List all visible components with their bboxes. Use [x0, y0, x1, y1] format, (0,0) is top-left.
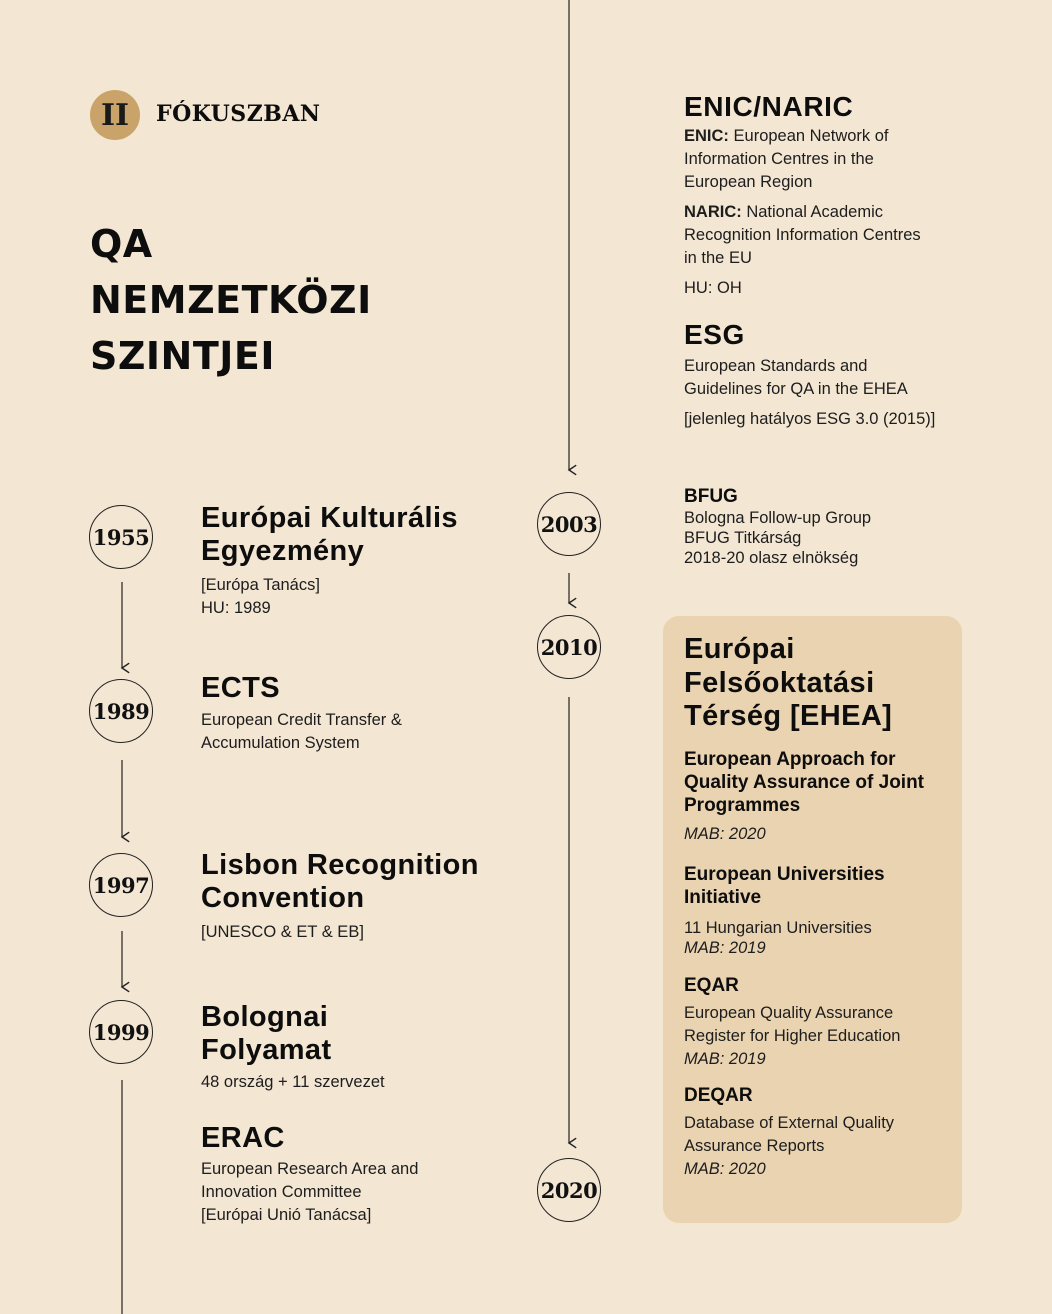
esg-detail: [jelenleg hatályos ESG 3.0 (2015)]	[684, 410, 936, 428]
page-title-line: QA	[90, 222, 153, 266]
year-circle-1997: 1997	[89, 853, 153, 917]
ehea-item-detail: Database of External Quality	[684, 1113, 895, 1132]
event-erac	[201, 1122, 521, 1227]
ehea-item-title: EQAR	[684, 974, 739, 996]
ehea-item-title: European Approach for	[684, 748, 896, 770]
ehea-item-deqar	[684, 1084, 956, 1181]
event-detail: European Research Area and	[201, 1160, 419, 1178]
year-circle-1999: 1999	[89, 1000, 153, 1064]
event-title: Bolognai	[201, 1001, 329, 1033]
event-title: Egyezmény	[201, 535, 365, 567]
event-bologna-process	[201, 1001, 521, 1094]
naric-label: NARIC:	[684, 203, 742, 221]
bfug-detail: BFUG Titkárság	[684, 529, 802, 547]
section-badge	[90, 90, 140, 140]
naric-definition	[684, 201, 984, 270]
year-circle-1955: 1955	[89, 505, 153, 569]
esg-detail: Guidelines for QA in the EHEA	[684, 380, 908, 398]
ehea-item-detail: Assurance Reports	[684, 1136, 825, 1155]
ehea-item-joint-programmes	[684, 748, 956, 846]
bfug-block	[684, 486, 984, 568]
ehea-title: Felsőoktatási	[684, 666, 875, 699]
ehea-item-note: MAB: 2020	[684, 1159, 766, 1178]
ehea-item-note: MAB: 2019	[684, 938, 766, 957]
ehea-item-note: MAB: 2020	[684, 824, 766, 843]
ehea-item-note: MAB: 2019	[684, 1049, 766, 1068]
event-title: ERAC	[201, 1122, 285, 1154]
ehea-item-detail: Register for Higher Education	[684, 1026, 901, 1045]
esg-block	[684, 318, 984, 431]
event-detail: Accumulation System	[201, 734, 360, 752]
ehea-item-detail: European Quality Assurance	[684, 1003, 894, 1022]
ehea-title: Európai	[684, 633, 795, 665]
enic-text: European Region	[684, 173, 813, 191]
ehea-item-title: Programmes	[684, 794, 801, 816]
year-circle-2003: 2003	[537, 492, 601, 556]
year-circle-2020: 2020	[537, 1158, 601, 1222]
enic-label: ENIC:	[684, 127, 729, 145]
event-detail: [Európa Tanács]	[201, 576, 320, 594]
bfug-detail: 2018-20 olasz elnökség	[684, 549, 859, 567]
naric-text: Recognition Information Centres	[684, 226, 921, 244]
enic-naric-title: ENIC/NARIC	[684, 91, 854, 122]
ehea-content	[684, 633, 956, 1181]
ehea-item-eqar	[684, 974, 956, 1071]
event-european-cultural-convention	[201, 502, 521, 620]
enic-naric-block	[684, 90, 984, 300]
badge-numeral: II	[100, 97, 130, 133]
event-title: Folyamat	[201, 1034, 332, 1066]
event-title: ECTS	[201, 672, 280, 704]
year-circle-1989: 1989	[89, 679, 153, 743]
event-lisbon-convention	[201, 849, 521, 944]
enic-definition	[684, 125, 984, 194]
bfug-detail: Bologna Follow-up Group	[684, 509, 872, 527]
event-title: Lisbon Recognition	[201, 849, 479, 881]
page-title-line: NEMZETKÖZI	[90, 278, 372, 322]
ehea-item-title: Initiative	[684, 886, 762, 908]
ehea-item-european-universities	[684, 863, 956, 958]
event-detail: [Európai Unió Tanácsa]	[201, 1206, 372, 1224]
event-detail: 48 ország + 11 szervezet	[201, 1073, 385, 1091]
event-ects	[201, 672, 521, 755]
esg-title: ESG	[684, 319, 745, 350]
esg-detail: European Standards and	[684, 357, 868, 375]
page-title	[90, 216, 372, 384]
naric-text: in the EU	[684, 249, 752, 267]
bfug-title: BFUG	[684, 486, 738, 507]
enic-hu: HU: OH	[684, 279, 742, 297]
page-title-line: SZINTJEI	[90, 334, 276, 378]
ehea-title: Térség [EHEA]	[684, 700, 893, 732]
ehea-item-detail: 11 Hungarian Universities	[684, 918, 872, 937]
enic-text: European Network of	[733, 127, 889, 145]
enic-text: Information Centres in the	[684, 150, 874, 168]
event-detail: European Credit Transfer &	[201, 711, 402, 729]
event-detail: HU: 1989	[201, 599, 271, 617]
ehea-item-title: DEQAR	[684, 1084, 753, 1106]
ehea-item-title: European Universities	[684, 863, 885, 885]
year-circle-2010: 2010	[537, 615, 601, 679]
section-kicker: FÓKUSZBAN	[156, 101, 321, 127]
event-detail: [UNESCO & ET & EB]	[201, 923, 364, 941]
event-detail: Innovation Committee	[201, 1183, 362, 1201]
ehea-item-title: Quality Assurance of Joint	[684, 771, 925, 793]
naric-text: National Academic	[746, 203, 884, 221]
event-title: Convention	[201, 882, 365, 914]
event-title: Európai Kulturális	[201, 502, 458, 534]
